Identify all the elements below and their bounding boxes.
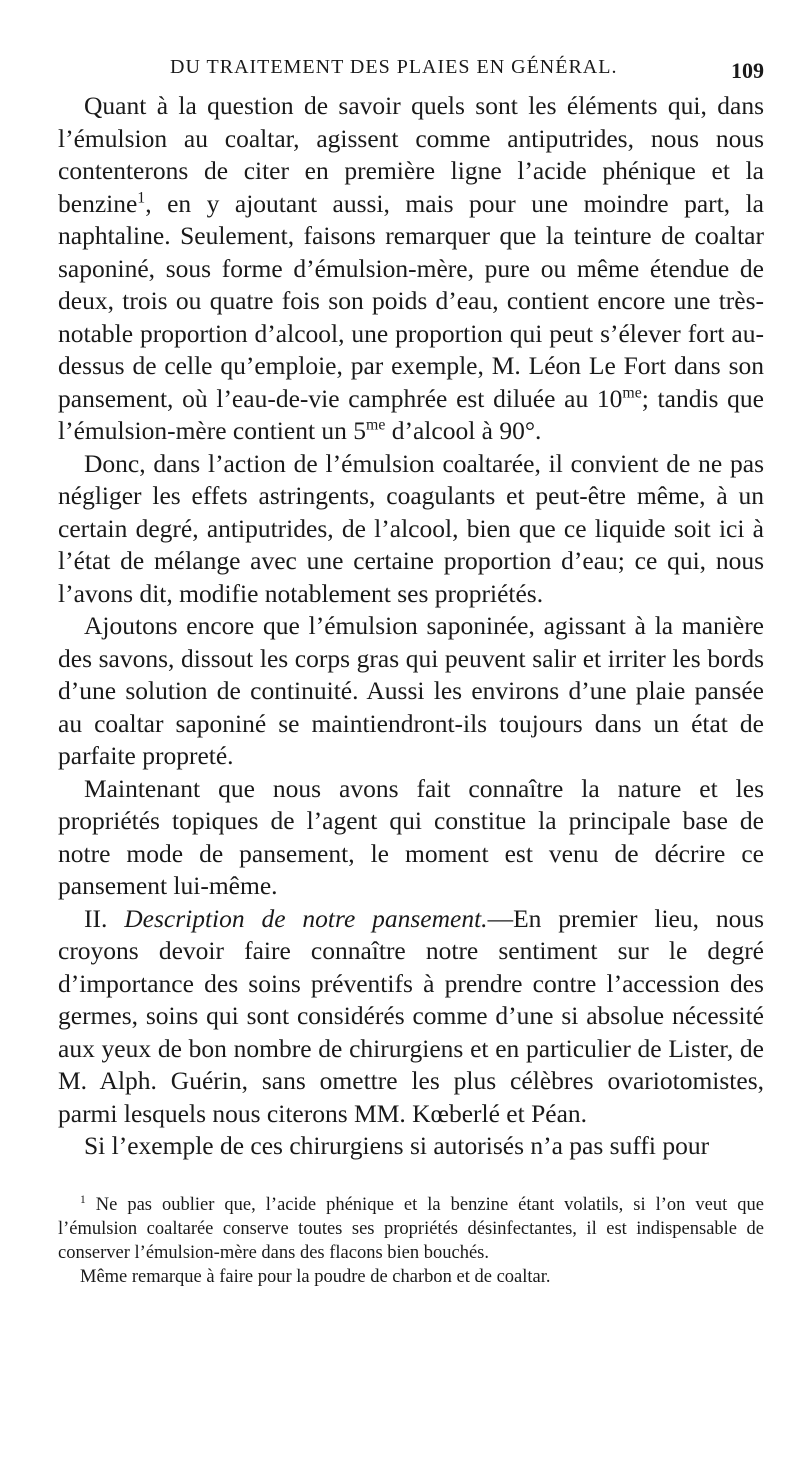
section-numeral: II.: [84, 903, 108, 933]
paragraph-4: Maintenant que nous avons fait connaître la nature et les propriétés topiques de l’agent qui constitue la principale base de notre mode de pansement, le moment est venu de décrire ce pansement lui-même.: [58, 773, 764, 900]
paragraph-2: Donc, dans l’action de l’émulsion coaltarée, il convient de ne pas négliger les effets astringents, coagulants et peut-être même, à un certain degré, antiputrides, de l’alcool, bien que ce liquide soit ici à l’état de mélange avec une certaine proportion d’eau; ce qui, nous l’avons dit, modifie notablement ses propriétés.: [58, 448, 764, 608]
footnote-mark: 1: [80, 1193, 86, 1206]
paragraph-text: —En premier lieu, nous croyons devoir faire connaître notre sentiment sur le degré d’importance des soins préventifs à prendre contre l’accession des germes, soins qui sont considérés comme d’une si absolue nécessité aux yeux de bon nombre de chirurgiens et en particulier de Lister, de M. Alph. Guérin, sans omettre les plus célèbres ovariotomistes, parmi lesquels nous citerons MM. Kœberlé et Péan.: [58, 903, 765, 1128]
ordinal-suffix: me: [366, 416, 386, 434]
footnotes: [58, 1193, 764, 1289]
page-number: 109: [731, 58, 764, 83]
footnote-reference: 1: [137, 189, 146, 206]
page-header: [58, 56, 764, 90]
running-head: DU TRAITEMENT DES PLAIES EN GÉNÉRAL.: [170, 56, 618, 78]
paragraph-1: [58, 90, 764, 448]
footnote-2: Même remarque à faire pour la poudre de charbon et de coaltar.: [80, 1266, 551, 1287]
section-heading: Description de notre pansement.: [124, 903, 488, 933]
footnote-text: Ne pas oublier que, l’acide phénique et la benzine étant volatils, si l’on veut que l’émulsion coaltarée conserve toutes ses propriétés désinfectantes, il est indispensable de conserver l’émulsion-mère dans des flacons bien bouchés.: [58, 1194, 764, 1263]
paragraph-3: Ajoutons encore que l’émulsion saponinée, agissant à la manière des savons, dissout les corps gras qui peuvent salir et irriter les bords d’une solution de continuité. Aussi les environs d’une plaie pansée au coaltar saponiné se maintiendront-ils toujours dans un état de parfaite propreté.: [58, 611, 764, 770]
ordinal-suffix: me: [622, 384, 642, 401]
paragraph-text: Quant à la question de savoir quels sont les éléments qui, dans l’émulsion au coaltar, agissent comme antiputrides, nous nous contenterons de citer en première ligne l’acide phénique et la benzine: [58, 91, 764, 218]
footnote-1: [58, 1193, 764, 1265]
book-page: [58, 56, 764, 1289]
paragraph-text: ; tandis que l’émulsion-mère contient un 5: [58, 383, 764, 445]
body-text: [58, 90, 764, 1163]
paragraph-6: Si l’exemple de ces chirurgiens si autorisés n’a pas suffi pour: [84, 1131, 710, 1160]
paragraph-text: d’alcool à 90°.: [385, 416, 542, 445]
paragraph-text: , en y ajoutant aussi, mais pour une moindre part, la naphtaline. Seulement, faisons remarquer que la teinture de coaltar saponiné, sous forme d’émulsion-mère, pure ou même étendue de deux, trois ou quatre fois son poids d’eau, contient encore une très-notable proportion d’alcool, une proportion qui peut s’élever fort au-dessus de celle qu’emploie, par exemple, M. Léon Le Fort dans son pansement, où l’eau-de-vie camphrée est diluée au 10: [58, 188, 764, 413]
paragraph-5: [58, 903, 764, 1131]
